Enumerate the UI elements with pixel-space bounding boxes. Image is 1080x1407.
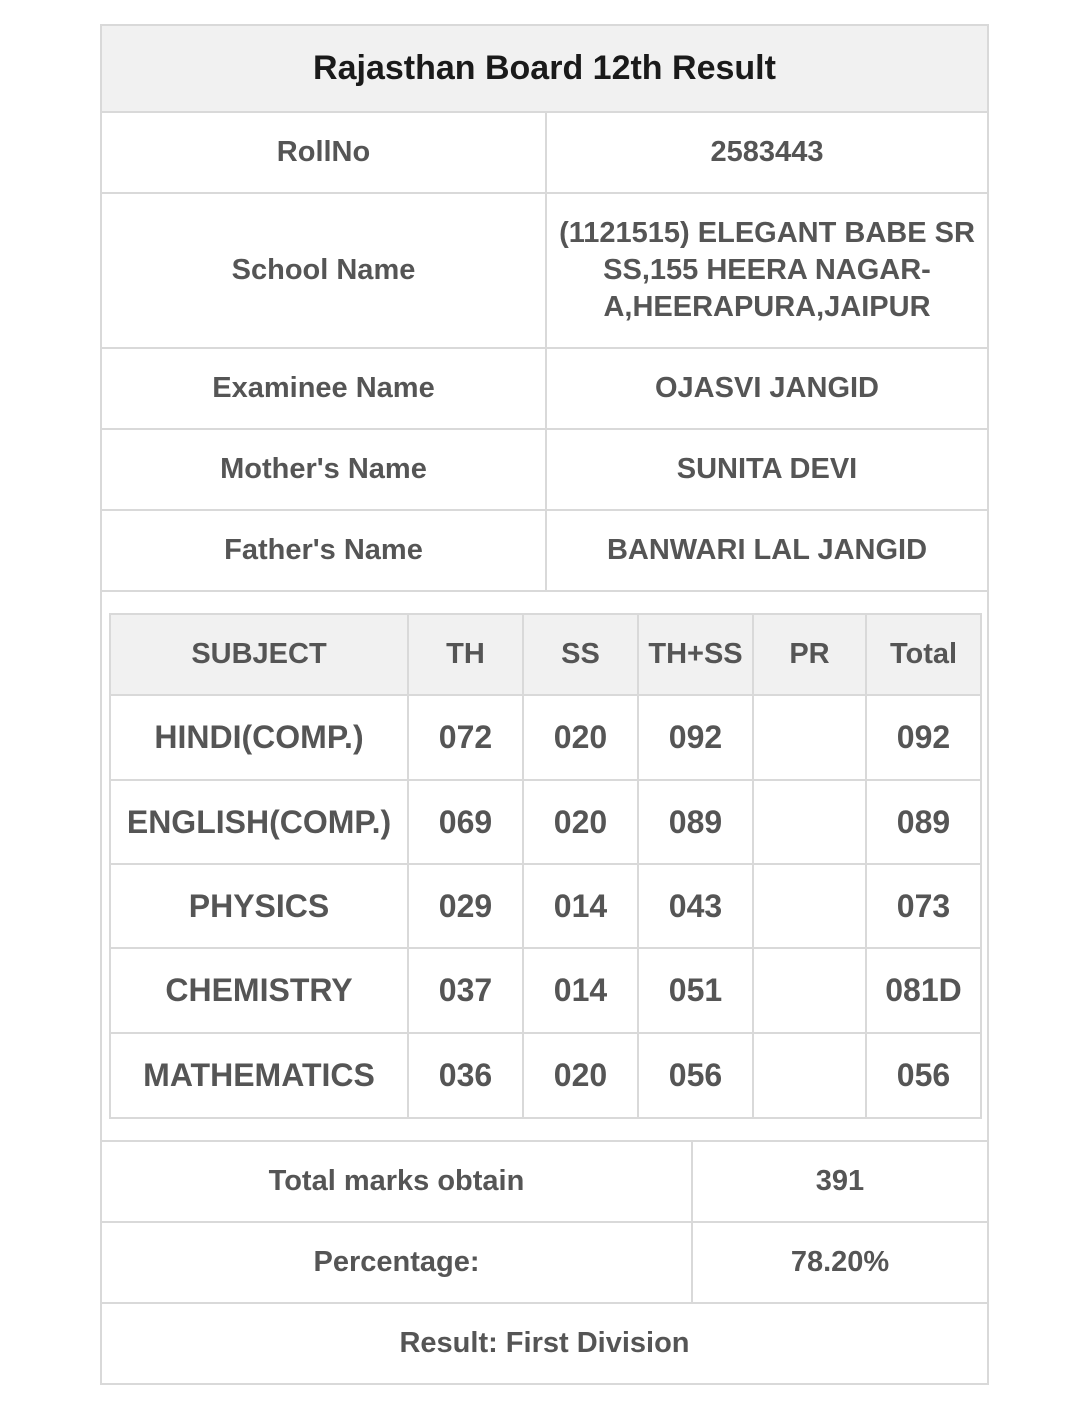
total-marks-label: Total marks obtain <box>102 1142 693 1221</box>
pr-cell <box>753 948 866 1033</box>
th-cell: 072 <box>408 695 523 780</box>
subject-cell: MATHEMATICS <box>111 1033 408 1117</box>
percentage-label: Percentage: <box>102 1223 693 1302</box>
marks-table-wrap <box>109 613 982 1119</box>
pr-cell <box>753 1033 866 1117</box>
thss-cell: 051 <box>638 948 753 1033</box>
header-thss: TH+SS <box>638 615 753 695</box>
ss-cell: 014 <box>523 948 638 1033</box>
subject-cell: PHYSICS <box>111 864 408 948</box>
th-cell: 037 <box>408 948 523 1033</box>
total-cell: 092 <box>866 695 980 780</box>
pr-cell <box>753 864 866 948</box>
father-name-label: Father's Name <box>102 511 547 590</box>
result-division-row <box>102 1304 987 1383</box>
header-pr: PR <box>753 615 866 695</box>
examinee-name-label: Examinee Name <box>102 349 547 428</box>
subject-cell: CHEMISTRY <box>111 948 408 1033</box>
total-cell: 056 <box>866 1033 980 1117</box>
marks-table <box>111 615 980 1117</box>
total-cell: 089 <box>866 780 980 864</box>
info-row-rollno <box>102 113 987 194</box>
table-row <box>111 780 980 864</box>
school-name-label: School Name <box>102 194 547 347</box>
rollno-label: RollNo <box>102 113 547 192</box>
examinee-name-value: OJASVI JANGID <box>655 372 879 404</box>
table-row <box>111 1033 980 1117</box>
th-cell: 036 <box>408 1033 523 1117</box>
total-cell: 073 <box>866 864 980 948</box>
info-row-examinee <box>102 349 987 430</box>
marks-header-row <box>111 615 980 695</box>
father-name-value: BANWARI LAL JANGID <box>606 534 928 566</box>
percentage-value: 78.20% <box>790 1246 890 1278</box>
result-division: Result: First Division <box>399 1327 690 1359</box>
result-title-row <box>102 26 987 113</box>
percentage-row <box>102 1223 987 1304</box>
info-row-school <box>102 194 987 349</box>
rollno-value: 2583443 <box>710 136 824 168</box>
thss-cell: 056 <box>638 1033 753 1117</box>
mother-name-label: Mother's Name <box>102 430 547 509</box>
header-total: Total <box>866 615 980 695</box>
pr-cell <box>753 780 866 864</box>
table-row <box>111 864 980 948</box>
table-row <box>111 695 980 780</box>
ss-cell: 020 <box>523 780 638 864</box>
result-card <box>100 24 989 1385</box>
info-row-father <box>102 511 987 592</box>
thss-cell: 089 <box>638 780 753 864</box>
subject-cell: ENGLISH(COMP.) <box>111 780 408 864</box>
header-th: TH <box>408 615 523 695</box>
subject-cell: HINDI(COMP.) <box>111 695 408 780</box>
total-cell: 081D <box>866 948 980 1033</box>
thss-cell: 043 <box>638 864 753 948</box>
result-title: Rajasthan Board 12th Result <box>313 49 776 87</box>
total-marks-row <box>102 1140 987 1223</box>
th-cell: 029 <box>408 864 523 948</box>
ss-cell: 014 <box>523 864 638 948</box>
header-subject: SUBJECT <box>111 615 408 695</box>
school-name-value: (1121515) ELEGANT BABE SR SS,155 HEERA NAGAR-A,HEERAPURA,JAIPUR <box>559 217 975 323</box>
ss-cell: 020 <box>523 695 638 780</box>
thss-cell: 092 <box>638 695 753 780</box>
th-cell: 069 <box>408 780 523 864</box>
total-marks-value: 391 <box>815 1165 865 1197</box>
pr-cell <box>753 695 866 780</box>
table-row <box>111 948 980 1033</box>
ss-cell: 020 <box>523 1033 638 1117</box>
header-ss: SS <box>523 615 638 695</box>
info-row-mother <box>102 430 987 511</box>
mother-name-value: SUNITA DEVI <box>676 453 858 485</box>
